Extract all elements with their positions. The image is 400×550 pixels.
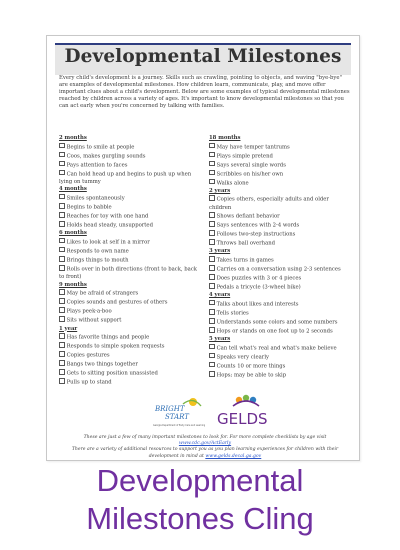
checkbox-icon [209, 318, 215, 324]
brightstart-word-2: START [165, 413, 189, 421]
milestone-item [209, 300, 349, 309]
milestone-item-text: Bangs two things together [66, 361, 138, 368]
milestone-age-heading: 6 months [59, 230, 87, 237]
milestone-item [209, 152, 349, 161]
checkbox-icon [209, 239, 215, 245]
product-caption [0, 462, 400, 538]
milestone-item-text: Shows defiant behavior [216, 213, 280, 220]
checkbox-icon [209, 161, 215, 167]
checkbox-icon [59, 247, 65, 253]
milestone-item [209, 256, 349, 265]
milestone-item [209, 283, 349, 292]
milestone-item [59, 212, 199, 221]
milestone-item-text: Takes turns in games [216, 257, 274, 264]
milestone-item-text: Follows two-step instructions [216, 231, 296, 238]
milestone-item [59, 170, 199, 187]
brightstart-word-1: BRIGHT [155, 405, 185, 413]
checkbox-icon [59, 143, 65, 149]
milestone-item [209, 221, 349, 230]
milestone-age-heading: 3 years [209, 248, 231, 255]
checkbox-icon [209, 371, 215, 377]
milestone-item [209, 195, 349, 212]
milestone-item-text: Says sentences with 2-4 words [216, 222, 300, 229]
milestone-item [209, 344, 349, 353]
milestone-item [59, 378, 199, 387]
milestone-item-text: Pulls up to stand [66, 380, 112, 387]
checkbox-icon [209, 230, 215, 236]
milestone-item [59, 333, 199, 342]
checkbox-icon [59, 170, 65, 176]
milestone-item-text: Carries on a conversation using 2-3 sentences [216, 266, 341, 273]
checkbox-icon [59, 378, 65, 384]
caption-line-2: Milestones Cling [86, 501, 314, 536]
milestone-item-text: Rolls over in both directions (front to back, back to front) [59, 266, 198, 281]
milestone-item [59, 351, 199, 360]
gelds-wordmark: GELDS [217, 410, 268, 428]
milestone-age-heading: 9 months [59, 281, 87, 288]
milestone-age-heading: 4 months [59, 186, 87, 193]
milestone-item [59, 143, 199, 152]
milestone-item-text: Copies gestures [66, 352, 110, 359]
checkbox-icon [59, 298, 65, 304]
milestone-item-text: Responds to own name [66, 248, 129, 255]
checkbox-icon [209, 309, 215, 315]
milestone-item [209, 318, 349, 327]
cdc-act-early-link[interactable]: www.cdc.gov/ActEarly [178, 441, 232, 447]
milestone-age-heading: 5 years [209, 336, 231, 343]
document-footer [59, 435, 351, 460]
checkbox-icon [209, 283, 215, 289]
milestone-age-heading: 4 years [209, 292, 231, 299]
checkbox-icon [209, 143, 215, 149]
checkbox-icon [209, 170, 215, 176]
milestone-item-text: Likes to look at self in a mirror [66, 239, 150, 246]
milestone-item-text: Pays attention to faces [66, 162, 128, 169]
milestone-item-text: Pedals a tricycle (3-wheel bike) [216, 284, 301, 291]
milestone-item [209, 230, 349, 239]
milestone-item-text: Sits without support [66, 318, 122, 324]
milestone-age-heading: 18 months [209, 135, 241, 141]
milestones-document [46, 35, 360, 461]
milestone-item-text: Scribbles on his/her own [216, 171, 284, 178]
milestone-item-text: Walks alone [216, 180, 249, 187]
checkbox-icon [209, 265, 215, 271]
milestone-age-heading: 2 years [209, 187, 231, 194]
milestone-item [209, 212, 349, 221]
milestone-item-text: Can hold head up and begins to push up when lying on tummy [59, 171, 192, 185]
milestone-item [209, 309, 349, 318]
milestone-item [59, 307, 199, 316]
footer-line-2: There are a variety of additional resources to support you as you plan learning experiences for children with their development in mind at [71, 447, 339, 459]
milestone-item-text: Gets to sitting position unassisted [66, 370, 158, 377]
milestone-item-text: Hops or stands on one foot up to 2 seconds [216, 328, 333, 335]
milestone-item-text: Copies sounds and gestures of others [66, 299, 168, 306]
milestone-item-text: Can tell what's real and what's make believe [216, 345, 337, 352]
milestone-item-text: Plays peek-a-boo [66, 308, 112, 315]
milestone-item [209, 371, 349, 380]
milestone-item-text: Talks about likes and interests [216, 301, 299, 308]
milestone-item [59, 298, 199, 307]
checkbox-icon [59, 152, 65, 158]
checkbox-icon [59, 238, 65, 244]
milestone-item [209, 265, 349, 274]
checkbox-icon [59, 316, 65, 322]
milestone-item [209, 143, 349, 152]
milestone-item [209, 170, 349, 179]
checkbox-icon [59, 265, 65, 271]
brightstart-logo-graphic [153, 394, 205, 432]
milestone-age-heading: 2 months [59, 135, 87, 141]
intro-paragraph: Every child's development is a journey. Skills such as crawling, pointing to objects, and waving "bye-bye" are examples of developmental milestones. How children learn, communicate, play, and move offer important clues about a child's development. Below are some examples of typical developmental milestones reached by children across a variety of ages. It's important to know developmental milestones so that you can act early when you're concerned by talking with families. [59, 75, 350, 110]
milestone-age-heading: 1 year [59, 325, 78, 332]
checkbox-icon [209, 327, 215, 333]
milestone-item [59, 342, 199, 351]
milestone-item [209, 161, 349, 170]
milestone-item-text: May be afraid of strangers [66, 290, 139, 297]
checkbox-icon [59, 221, 65, 227]
milestone-item [59, 316, 199, 325]
milestone-item [209, 353, 349, 362]
checkbox-icon [209, 300, 215, 306]
milestone-item-text: Has favorite things and people [66, 334, 150, 341]
milestone-item-text: Begins to smile at people [66, 144, 135, 151]
checkbox-icon [209, 362, 215, 368]
milestone-item-text: Copies others, especially adults and older children [209, 197, 329, 211]
checkbox-icon [59, 212, 65, 218]
milestone-item-text: Begins to babble [66, 204, 112, 211]
milestone-item [59, 247, 199, 256]
checkbox-icon [59, 360, 65, 366]
checkbox-icon [59, 307, 65, 313]
milestone-item [209, 327, 349, 336]
gelds-logo [211, 392, 281, 432]
document-title: Developmental Milestones [64, 46, 342, 67]
milestone-item-text: Tells stories [216, 310, 249, 317]
milestone-item [59, 238, 199, 247]
checkbox-icon [59, 256, 65, 262]
milestone-item-text: Holds head steady, unsupported [66, 222, 153, 229]
milestone-item [209, 179, 349, 188]
milestone-item-text: Speaks very clearly [216, 354, 270, 361]
checkbox-icon [209, 221, 215, 227]
milestone-item-text: Understands some colors and some numbers [216, 319, 338, 326]
checkbox-icon [209, 353, 215, 359]
milestone-item-text: May have temper tantrums [216, 144, 290, 151]
checkbox-icon [59, 369, 65, 375]
checkbox-icon [209, 152, 215, 158]
checkbox-icon [209, 274, 215, 280]
brightstart-subtitle: Georgia Department of Early Care and Learning [153, 424, 205, 427]
milestone-item-text: Reaches for toy with one hand [66, 213, 149, 220]
milestone-item-text: Smiles spontaneously [66, 195, 125, 202]
checkbox-icon [209, 195, 215, 201]
milestone-item [59, 203, 199, 212]
left-milestone-column [59, 135, 199, 388]
gelds-logo-graphic [211, 392, 281, 432]
milestone-item [59, 194, 199, 203]
milestone-item-text: Hops; may be able to skip [216, 372, 287, 379]
checkbox-icon [59, 203, 65, 209]
checkbox-icon [209, 212, 215, 218]
milestone-item [59, 289, 199, 298]
milestone-item [59, 161, 199, 170]
caption-line-1: Developmental [96, 463, 304, 498]
milestone-item [59, 360, 199, 369]
checkbox-icon [59, 351, 65, 357]
checkbox-icon [59, 194, 65, 200]
milestone-item [59, 265, 199, 282]
milestone-item-text: Does puzzles with 3 or 4 pieces [216, 275, 302, 282]
milestone-item [209, 274, 349, 283]
checkbox-icon [59, 342, 65, 348]
bright-from-the-start-logo [153, 394, 205, 432]
milestone-item-text: Brings things to mouth [66, 257, 129, 264]
milestone-item [209, 362, 349, 371]
checkbox-icon [209, 344, 215, 350]
checkbox-icon [59, 333, 65, 339]
milestone-item [59, 369, 199, 378]
milestone-item-text: Plays simple pretend [216, 153, 273, 160]
checkbox-icon [59, 161, 65, 167]
milestone-item-text: Throws ball overhand [216, 240, 276, 247]
footer-line-1: These are just a few of many important milestones to look for. For more complete checklists by age visit [83, 435, 327, 440]
checkbox-icon [209, 256, 215, 262]
milestone-item-text: Coos, makes gurgling sounds [66, 153, 146, 160]
milestone-item-text: Counts 10 or more things [216, 363, 286, 370]
gelds-website-link[interactable]: www.gelds.decal.ga.gov [205, 453, 262, 459]
checkbox-icon [59, 289, 65, 295]
milestone-item [59, 152, 199, 161]
milestone-item [209, 239, 349, 248]
checkbox-icon [209, 179, 215, 185]
milestone-item [59, 221, 199, 230]
milestone-item-text: Says several single words [216, 162, 286, 169]
right-milestone-column [209, 135, 349, 380]
milestone-item [59, 256, 199, 265]
milestone-item-text: Responds to simple spoken requests [66, 343, 165, 350]
